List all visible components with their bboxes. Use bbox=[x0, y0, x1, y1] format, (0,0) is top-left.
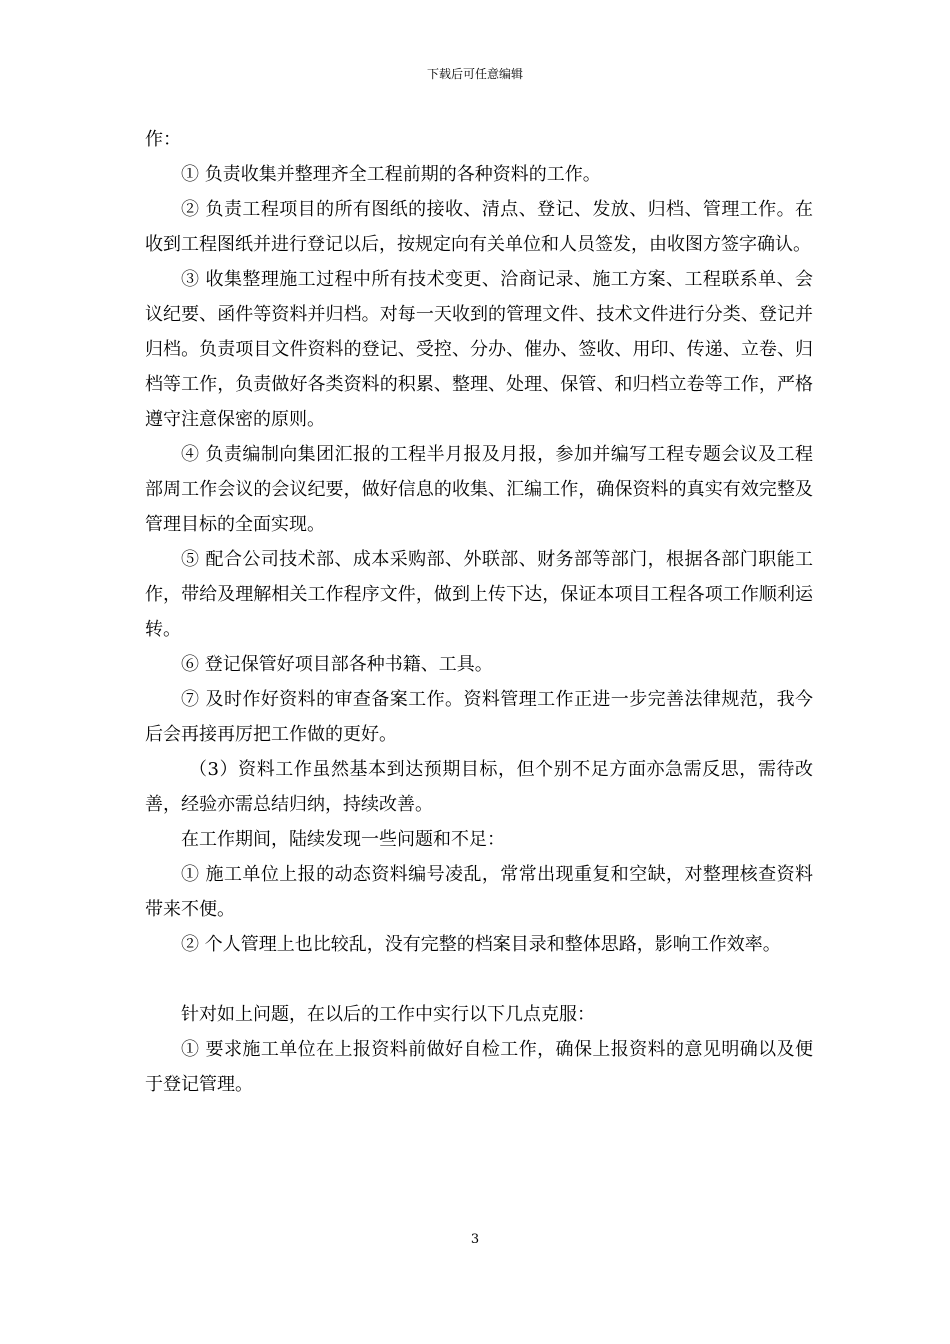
paragraph: 针对如上问题，在以后的工作中实行以下几点克服： bbox=[181, 1004, 595, 1025]
paragraph: ③ 收集整理施工过程中所有技术变更、洽商记录、施工方案、工程联系单、会议纪要、函件等资料并归档。对每一天收到的管理文件、技术文件进行分类、登记并归档。负责项目文件资料的登记、受控、分办、催办、签收、用印、传递、立卷、归档等工作，负责做好各类资料的积累、整理、处理、保管、和归档立卷等工作，严格遵守注意保密的原则。 bbox=[145, 269, 813, 430]
paragraph: ① 施工单位上报的动态资料编号凌乱，常常出现重复和空缺，对整理核查资料带来不便。 bbox=[145, 864, 813, 920]
blank-line bbox=[145, 962, 813, 997]
document-body bbox=[145, 122, 813, 1102]
paragraph: （3）资料工作虽然基本到达预期目标，但个别不足方面亦急需反思，需待改善，经验亦需总结归纳，持续改善。 bbox=[145, 759, 813, 815]
paragraph: 在工作期间，陆续发现一些问题和不足： bbox=[181, 829, 505, 850]
page-header: 下载后可任意编辑 bbox=[426, 67, 523, 81]
paragraph: ② 个人管理上也比较乱，没有完整的档案目录和整体思路，影响工作效率。 bbox=[181, 934, 781, 955]
paragraph: 作： bbox=[145, 129, 181, 150]
paragraph: ① 要求施工单位在上报资料前做好自检工作，确保上报资料的意见明确以及便于登记管理。 bbox=[145, 1039, 813, 1095]
paragraph: ① 负责收集并整理齐全工程前期的各种资料的工作。 bbox=[181, 164, 601, 185]
page-number: 3 bbox=[470, 1232, 480, 1247]
paragraph: ⑥ 登记保管好项目部各种书籍、工具。 bbox=[181, 654, 493, 675]
paragraph: ② 负责工程项目的所有图纸的接收、清点、登记、发放、归档、管理工作。在收到工程图纸并进行登记以后，按规定向有关单位和人员签发，由收图方签字确认。 bbox=[145, 199, 813, 255]
paragraph: ⑦ 及时作好资料的审查备案工作。资料管理工作正进一步完善法律规范，我今后会再接再厉把工作做的更好。 bbox=[145, 689, 813, 745]
paragraph: ④ 负责编制向集团汇报的工程半月报及月报，参加并编写工程专题会议及工程部周工作会议的会议纪要，做好信息的收集、汇编工作，确保资料的真实有效完整及管理目标的全面实现。 bbox=[145, 444, 813, 535]
paragraph: ⑤ 配合公司技术部、成本采购部、外联部、财务部等部门，根据各部门职能工作，带给及理解相关工作程序文件，做到上传下达，保证本项目工程各项工作顺利运转。 bbox=[145, 549, 813, 640]
